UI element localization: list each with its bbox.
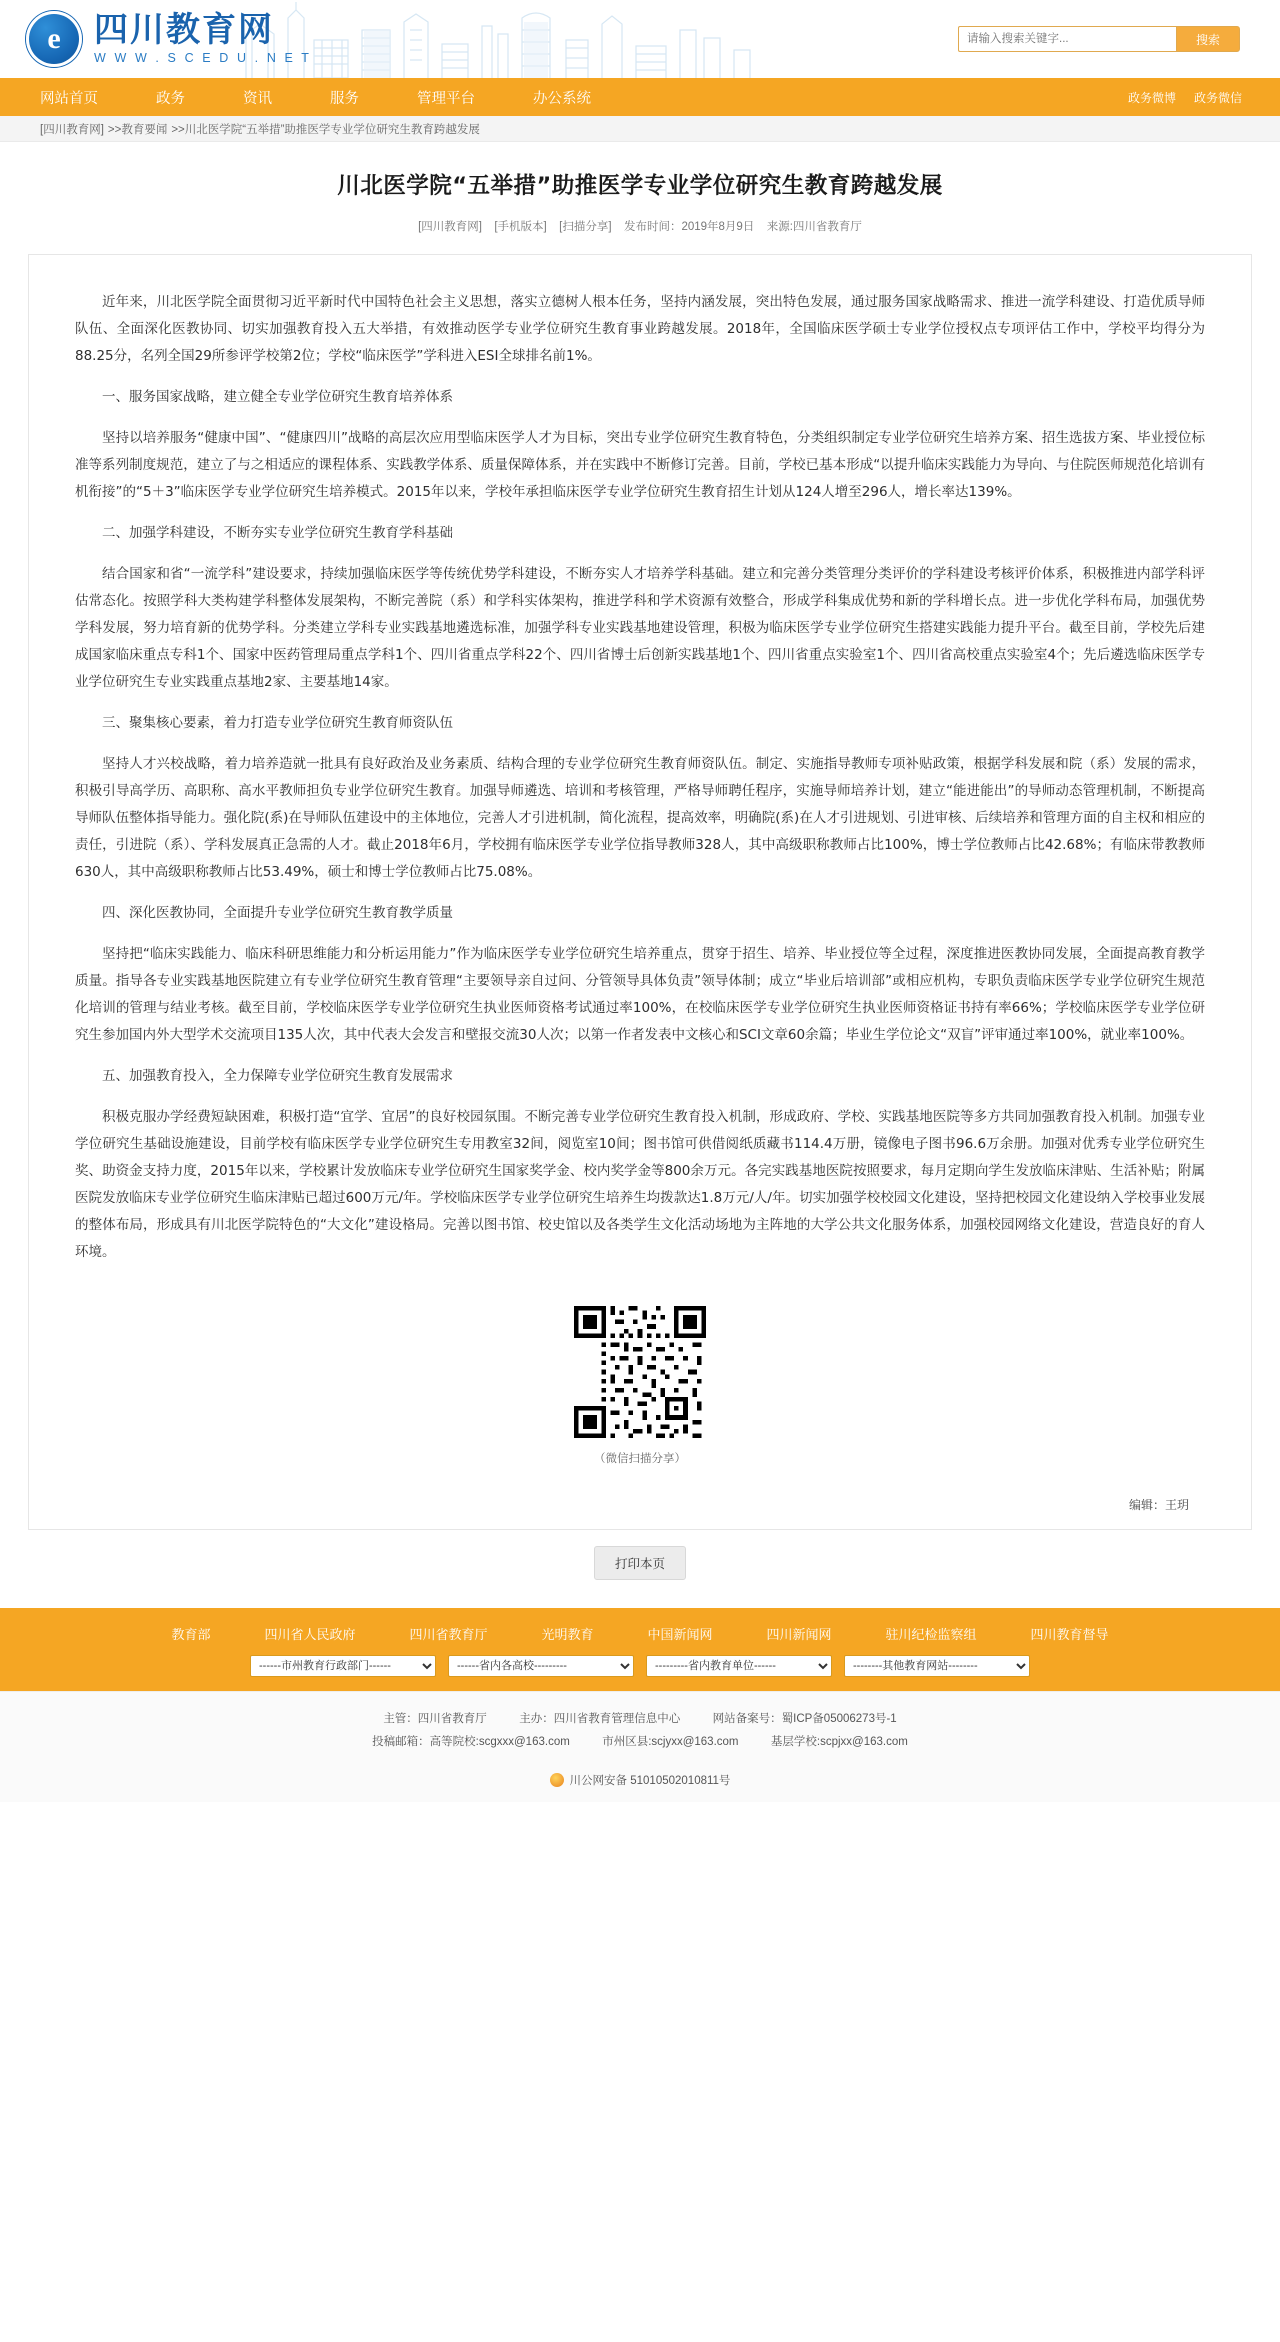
breadcrumb bbox=[0, 116, 1280, 142]
article-body bbox=[75, 289, 1205, 1266]
footer-info-line-1 bbox=[0, 1708, 1280, 1731]
section-heading-1: 一、服务国家战略，建立健全专业学位研究生教育培养体系 bbox=[102, 389, 453, 405]
section-heading-3: 三、聚集核心要素，着力打造专业学位研究生教育师资队伍 bbox=[102, 715, 453, 731]
nav-item-service[interactable]: 服务 bbox=[330, 90, 359, 107]
meta-publish-time: 发布时间：2019年8月9日 bbox=[623, 221, 755, 233]
article-header bbox=[0, 142, 1280, 246]
section-heading-4: 四、深化医教协同，全面提升专业学位研究生教育教学质量 bbox=[102, 905, 453, 921]
site-header bbox=[0, 0, 1280, 78]
footer-link-guangming-edu[interactable]: 光明教育 bbox=[541, 1627, 594, 1642]
police-badge-icon bbox=[550, 1773, 564, 1787]
paragraph-2: 结合国家和省“一流学科”建设要求，持续加强临床医学等传统优势学科建设，不断夯实人才培养学科基础。建立和完善分类管理分类评价的学科建设考核评价体系，积极推进内部学科评估常态化。按照学科大类构建学科整体发展架构，不断完善院（系）和学科实体架构，推进学科和学术资源有效整合，形成学科集成优势和新的学科增长点。进一步优化学科布局，加强优势学科发展，努力培育新的优势学科。分类建立学科专业实践基地遴选标准，加强学科专业实践基地建设管理，积极为临床医学专业学位研究生搭建实践能力提升平台。截至目前，学校先后建成国家临床重点专科1个、国家中医药管理局重点学科1个、四川省重点学科22个、四川省博士后创新实践基地1个、四川省重点实验室1个、四川省高校重点实验室4个；先后遴选临床医学专业学位研究生专业实践重点基地2家、主要基地14家。 bbox=[75, 566, 1205, 690]
breadcrumb-category[interactable]: >>教育要闻 bbox=[107, 123, 168, 136]
footer-info bbox=[0, 1691, 1280, 1764]
nav-weibo-link[interactable]: 政务微博 bbox=[1127, 90, 1176, 105]
nav-wechat-link[interactable]: 政务微信 bbox=[1193, 90, 1242, 105]
page-title: 川北医学院“五举措”助推医学专业学位研究生教育跨越发展 bbox=[337, 173, 943, 199]
footer-link-sichuan-gov[interactable]: 四川省人民政府 bbox=[264, 1627, 356, 1642]
footer-link-edu-supervision[interactable]: 四川教育督导 bbox=[1030, 1627, 1109, 1642]
nav-item-management-platform[interactable]: 管理平台 bbox=[417, 90, 475, 107]
footer-link-sichuan-edu-dept[interactable]: 四川省教育厅 bbox=[409, 1627, 488, 1642]
search-area bbox=[958, 26, 1280, 52]
nav-social bbox=[1110, 89, 1280, 106]
search-input[interactable] bbox=[958, 26, 1176, 52]
meta-origin: 来源:四川省教育厅 bbox=[766, 221, 862, 233]
print-button[interactable]: 打印本页 bbox=[594, 1546, 686, 1580]
section-heading-2: 二、加强学科建设，不断夯实专业学位研究生教育学科基础 bbox=[102, 525, 453, 541]
paragraph-1: 坚持以培养服务“健康中国”、“健康四川”战略的高层次应用型临床医学人才为目标，突出专业学位研究生教育特色，分类组织制定专业学位研究生培养方案、招生选拔方案、毕业授位标准等系列制度规范，建立了与之相适应的课程体系、实践教学体系、质量保障体系，并在实践中不断修订完善。目前，学校已基本形成“以提升临床实践能力为导向、与住院医师规范化培训有机衔接”的“5＋3”临床医学专业学位研究生培养模式。2015年以来，学校年承担临床医学专业学位研究生教育招生计划从124人增至296人，增长率达139%。 bbox=[75, 430, 1205, 500]
site-title: 四川教育网 bbox=[94, 10, 274, 51]
decorative-skyline bbox=[236, 0, 756, 78]
paragraph-5: 积极克服办学经费短缺困难，积极打造“宜学、宜居”的良好校园氛围。不断完善专业学位研究生教育投入机制，形成政府、学校、实践基地医院等多方共同加强教育投入机制。加强专业学位研究生基础设施建设，目前学校有临床医学专业学位研究生专用教室32间，阅览室10间；图书馆可供借阅纸质藏书114.4万册，镜像电子图书96.6万余册。加强对优秀专业学位研究生奖、助资金支持力度，2015年以来，学校累计发放临床专业学位研究生国家奖学金、校内奖学金等800余万元。各完实践基地医院按照要求，每月定期向学生发放临床津贴、生活补贴；附属医院发放临床专业学位研究生临床津贴已超过600万元/年。学校临床医学专业学位研究生培养生均拨款达1.8万元/人/年。切实加强学校校园文化建设，坚持把校园文化建设纳入学校事业发展的整体布局，形成具有川北医学院特色的“大文化”建设格局。完善以图书馆、校史馆以及各类学生文化活动场地为主阵地的大学公共文化服务体系，加强校园网络文化建设，营造良好的育人环境。 bbox=[75, 1109, 1205, 1260]
police-record-text[interactable]: 川公网安备 51010502010811号 bbox=[569, 1775, 731, 1787]
logo-icon: e bbox=[26, 11, 82, 67]
meta-scan-share-link[interactable]: [扫描分享] bbox=[559, 221, 612, 233]
site-domain: W W W . S C E D U . N E T bbox=[94, 50, 312, 65]
footer-link-inspection-group[interactable]: 驻川纪检监察组 bbox=[885, 1627, 977, 1642]
footer-info-line-2 bbox=[0, 1731, 1280, 1754]
footer-select-row bbox=[0, 1655, 1280, 1677]
footer-organizer: 主办：四川省教育管理信息中心 bbox=[519, 1713, 681, 1725]
section-heading-5: 五、加强教育投入，全力保障专业学位研究生教育发展需求 bbox=[102, 1068, 453, 1084]
select-other-edu-sites[interactable] bbox=[844, 1655, 1030, 1677]
meta-source-tag: [四川教育网] bbox=[418, 221, 482, 233]
select-provincial-universities[interactable] bbox=[448, 1655, 634, 1677]
main-nav bbox=[0, 78, 1280, 116]
footer-links-bar bbox=[0, 1608, 1280, 1691]
nav-item-government[interactable]: 政务 bbox=[156, 90, 185, 107]
paragraph-intro: 近年来，川北医学院全面贯彻习近平新时代中国特色社会主义思想，落实立德树人根本任务，坚持内涵发展，突出特色发展，通过服务国家战略需求、推进一流学科建设、打造优质导师队伍、全面深化医教协同、切实加强教育投入五大举措，有效推动医学专业学位研究生教育事业跨越发展。2018年，全国临床医学硕士专业学位授权点专项评估工作中，学校平均得分为88.25分，名列全国29所参评学校第2位；学校“临床医学”学科进入ESI全球排名前1%。 bbox=[75, 294, 1205, 364]
breadcrumb-site[interactable]: [四川教育网] bbox=[40, 123, 104, 136]
search-button[interactable]: 搜索 bbox=[1176, 26, 1240, 52]
paragraph-3: 坚持人才兴校战略，着力培养造就一批具有良好政治及业务素质、结构合理的专业学位研究生教育师资队伍。制定、实施指导教师专项补贴政策，根据学科发展和院（系）发展的需求，积极引导高学历、高职称、高水平教师担负专业学位研究生教育。加强导师遴选、培训和考核管理，严格导师聘任程序，实施导师培养计划，建立“能进能出”的导师动态管理机制，不断提高导师队伍整体指导能力。强化院(系)在导师队伍建设中的主体地位，完善人才引进机制，简化流程，提高效率，明确院(系)在人才引进规划、引进审核、后续培养和管理方面的自主权和相应的责任，引进院（系）、学科发展真正急需的人才。截止2018年6月，学校拥有临床医学专业学位指导教师328人，其中高级职称教师占比100%，博士学位教师占比42.68%；有临床带教教师630人，其中高级职称教师占比53.49%，硕士和博士学位教师占比75.08%。 bbox=[75, 756, 1205, 880]
footer-link-moe[interactable]: 教育部 bbox=[171, 1627, 211, 1642]
logo-text-block bbox=[94, 10, 312, 65]
qr-code-icon bbox=[574, 1306, 706, 1438]
footer-supervisor: 主管：四川省教育厅 bbox=[383, 1713, 487, 1725]
print-area bbox=[0, 1530, 1280, 1608]
select-provincial-edu-units[interactable] bbox=[646, 1655, 832, 1677]
qr-caption: （微信扫描分享） bbox=[594, 1453, 686, 1465]
paragraph-4: 坚持把“临床实践能力、临床科研思维能力和分析运用能力”作为临床医学专业学位研究生培养重点，贯穿于招生、培养、毕业授位等全过程，深度推进医教协同发展，全面提高教育教学质量。指导各专业实践基地医院建立有专业学位研究生教育管理“主要领导亲自过问、分管领导具体负责”领导体制；成立“毕业后培训部”或相应机构，专职负责临床医学专业学位研究生规范化培训的管理与结业考核。截至目前，学校临床医学专业学位研究生执业医师资格考试通过率100%，在校临床医学专业学位研究生执业医师资格证书持有率66%；学校临床医学专业学位研究生参加国内外大型学术交流项目135人次，其中代表大会发言和壁报交流30人次；以第一作者发表中文核心和SCI文章60余篇；毕业生学位论文“双盲”评审通过率100%，就业率100%。 bbox=[75, 946, 1205, 1043]
footer-icp: 网站备案号：蜀ICP备05006273号-1 bbox=[712, 1713, 897, 1725]
footer-link-sichuan-news[interactable]: 四川新闻网 bbox=[766, 1627, 832, 1642]
article-meta bbox=[60, 218, 1220, 246]
editor-credit: 编辑：王玥 bbox=[1128, 1498, 1189, 1512]
footer-email-schools: 基层学校:scpjxx@163.com bbox=[770, 1736, 908, 1748]
police-record bbox=[0, 1764, 1280, 1802]
nav-item-home[interactable]: 网站首页 bbox=[40, 90, 98, 107]
site-logo[interactable] bbox=[0, 11, 312, 67]
footer-link-row bbox=[0, 1624, 1280, 1655]
select-city-edu-depts[interactable] bbox=[250, 1655, 436, 1677]
nav-items bbox=[0, 87, 649, 108]
footer-email-cities: 市州区县:scjyxx@163.com bbox=[602, 1736, 739, 1748]
qr-share-block bbox=[75, 1280, 1205, 1472]
article-container bbox=[28, 254, 1252, 1530]
footer-link-china-news[interactable]: 中国新闻网 bbox=[647, 1627, 713, 1642]
breadcrumb-current: >>川北医学院“五举措”助推医学专业学位研究生教育跨越发展 bbox=[171, 123, 480, 136]
nav-item-news[interactable]: 资讯 bbox=[243, 90, 272, 107]
meta-mobile-link[interactable]: [手机版本] bbox=[494, 221, 547, 233]
footer-email-universities: 投稿邮箱：高等院校:scgxxx@163.com bbox=[372, 1736, 570, 1748]
nav-item-office-system[interactable]: 办公系统 bbox=[533, 90, 591, 107]
